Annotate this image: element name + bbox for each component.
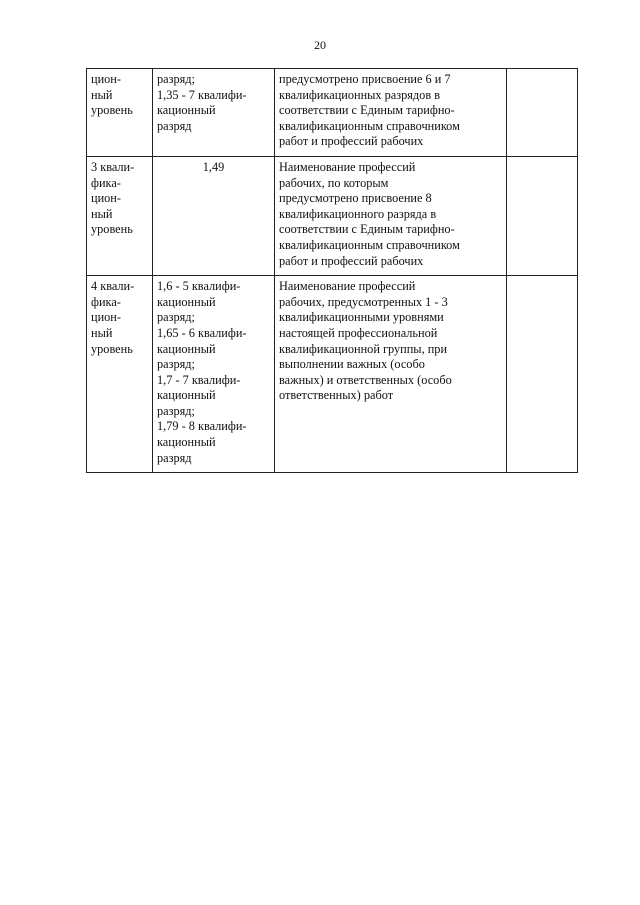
professions-cell-line: соответствии с Единым тарифно- [279, 103, 455, 118]
qualification-level-cell-line: ный [91, 87, 113, 102]
professions-cell-line: рабочих, предусмотренных 1 - 3 [279, 294, 448, 309]
qualification-level-cell-line: уровень [91, 341, 133, 356]
qualification-level-cell-line: уровень [91, 222, 133, 237]
qualification-level-cell [87, 276, 153, 473]
coefficient-cell-line: 1,79 - 8 квалифи- [157, 419, 247, 434]
qualification-table [86, 68, 578, 473]
coefficient-cell-line: разряд [157, 118, 192, 133]
professions-cell [275, 276, 507, 473]
professions-cell-line: Наименование профессий [279, 279, 416, 294]
coefficient-cell-line: разряд [157, 450, 192, 465]
empty-cell [507, 156, 578, 275]
professions-cell-line: квалификационным справочником [279, 118, 460, 133]
professions-cell [275, 156, 507, 275]
coefficient-cell-line: 1,35 - 7 квалифи- [157, 87, 247, 102]
professions-cell [275, 69, 507, 157]
table-row [87, 276, 578, 473]
coefficient-cell-line: 1,49 [202, 159, 225, 174]
professions-cell-line: квалификационного разряда в [279, 206, 437, 221]
coefficient-cell-line: кационный [157, 103, 216, 118]
coefficient-cell-line: кационный [157, 388, 216, 403]
professions-cell-line: выполнении важных (особо [279, 357, 425, 372]
professions-cell-line: работ и профессий рабочих [279, 134, 424, 149]
table-row [87, 69, 578, 157]
qualification-level-cell-line: цион- [91, 310, 121, 325]
coefficient-cell-line: разряд; [157, 357, 195, 372]
coefficient-cell-line: 1,6 - 5 квалифи- [157, 279, 241, 294]
coefficient-cell-line: разряд; [157, 72, 195, 86]
coefficient-cell-line: кационный [157, 341, 216, 356]
coefficient-cell [153, 69, 275, 157]
professions-cell-line: предусмотрено присвоение 6 и 7 [279, 72, 451, 86]
coefficient-cell-line: разряд; [157, 403, 195, 418]
coefficient-cell-line: 1,65 - 6 квалифи- [157, 325, 247, 340]
professions-cell-line: предусмотрено присвоение 8 [279, 191, 432, 206]
table-body [87, 69, 578, 473]
qualification-level-cell-line: ный [91, 206, 113, 221]
qualification-level-cell-line: ный [91, 325, 113, 340]
professions-cell-line: важных) и ответственных (особо [279, 372, 452, 387]
professions-cell-line: работ и профессий рабочих [279, 253, 424, 268]
professions-cell-line: настоящей профессиональной [279, 325, 438, 340]
coefficient-cell [153, 276, 275, 473]
coefficient-cell-line: кационный [157, 294, 216, 309]
professions-cell-line: ответственных) работ [279, 388, 394, 403]
qualification-level-cell-line: цион- [91, 191, 121, 206]
qualification-level-cell [87, 69, 153, 157]
professions-cell-line: рабочих, по которым [279, 175, 389, 190]
professions-cell-line: Наименование профессий [279, 159, 416, 174]
qualification-level-cell [87, 156, 153, 275]
qualification-level-cell-line: 4 квали- [91, 279, 135, 294]
professions-cell-line: квалификационными уровнями [279, 310, 444, 325]
page-number: 20 [314, 38, 326, 52]
professions-cell-line: квалификационных разрядов в [279, 87, 441, 102]
professions-cell-line: квалификационной группы, при [279, 341, 448, 356]
coefficient-cell-line: кационный [157, 435, 216, 450]
qualification-level-cell-line: 3 квали- [91, 159, 135, 174]
coefficient-cell-line: 1,7 - 7 квалифи- [157, 372, 241, 387]
coefficient-cell-line: разряд; [157, 310, 195, 325]
coefficient-cell [153, 156, 275, 275]
qualification-level-cell-line: фика- [91, 175, 121, 190]
table-row [87, 156, 578, 275]
qualification-level-cell-line: цион- [91, 72, 121, 86]
qualification-level-cell-line: уровень [91, 103, 133, 118]
empty-cell [507, 276, 578, 473]
professions-cell-line: квалификационным справочником [279, 237, 460, 252]
professions-cell-line: соответствии с Единым тарифно- [279, 222, 455, 237]
empty-cell [507, 69, 578, 157]
qualification-level-cell-line: фика- [91, 294, 121, 309]
